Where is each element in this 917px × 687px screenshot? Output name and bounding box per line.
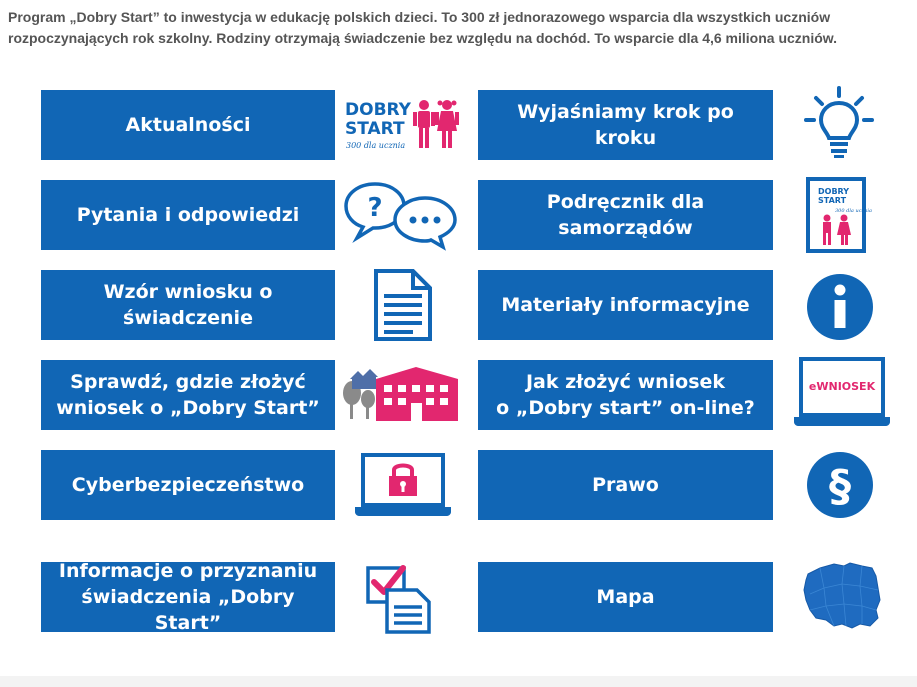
speech-bubbles-icon[interactable]: [343, 180, 459, 250]
tile-label: Materiały informacyjne: [501, 294, 750, 316]
tile-pytania-i-odpowiedzi[interactable]: [41, 180, 335, 250]
tile-gdzie-zlozyc[interactable]: [41, 360, 335, 430]
logo-line1: DOBRY: [345, 100, 411, 120]
tile-informacje-o-przyznaniu[interactable]: [41, 562, 335, 632]
tile-label: Wzór wniosku o świadczenie: [103, 281, 273, 329]
laptop-ewniosek-icon[interactable]: [793, 356, 891, 428]
page-bottom-band: [0, 676, 917, 687]
tile-label: Prawo: [592, 474, 659, 496]
tile-prawo[interactable]: [478, 450, 773, 520]
dobry-start-logo-icon[interactable]: [343, 95, 463, 157]
question-glyph: ?: [367, 193, 383, 223]
tile-label: Podręcznik dla samorządów: [546, 191, 705, 239]
intro-text: Program „Dobry Start” to inwestycja w edukację polskich dzieci. To 300 zł jednorazowego wsparcia dla wszystkich uczniów rozpoczynających rok szkolny. Rodziny otrzymają świadczenie bez względu na dochód. To wsparcie dla 4,6 miliona uczniów.: [8, 9, 838, 46]
tile-label: Sprawdź, gdzie złożyć wniosek o „Dobry Start”: [56, 371, 320, 419]
handbook-logo-tagline: 300 dla ucznia: [835, 208, 872, 214]
tile-label: Mapa: [596, 586, 655, 608]
handbook-icon[interactable]: [806, 177, 872, 253]
laptop-lock-icon[interactable]: [353, 452, 453, 518]
tile-label: Jak złożyć wniosek o „Dobry start” on-line?: [496, 371, 755, 419]
handbook-logo-line2: START: [818, 196, 847, 205]
tile-podrecznik[interactable]: [478, 180, 773, 250]
tile-cyberbezpieczenstwo[interactable]: [41, 450, 335, 520]
document-icon[interactable]: [373, 268, 433, 342]
checked-document-icon[interactable]: [365, 562, 435, 634]
tile-label: Wyjaśniamy krok po kroku: [517, 101, 734, 149]
tile-label: Cyberbezpieczeństwo: [71, 474, 305, 496]
poland-map-icon[interactable]: [800, 560, 884, 632]
tile-aktualnosci[interactable]: [41, 90, 335, 160]
tile-label: Pytania i odpowiedzi: [76, 204, 300, 226]
paragraph-glyph: §: [829, 461, 851, 512]
paragraph-icon[interactable]: [805, 450, 875, 520]
ewniosek-text: eWNIOSEK: [808, 380, 876, 393]
tile-krok-po-kroku[interactable]: [478, 90, 773, 160]
town-hall-icon[interactable]: [340, 365, 462, 425]
tile-mapa[interactable]: [478, 562, 773, 632]
logo-tagline: 300 dla ucznia: [346, 141, 406, 150]
tile-label: Informacje o przyznaniu świadczenia „Dobry Start”: [58, 560, 318, 634]
logo-line2: START: [345, 119, 405, 139]
lightbulb-icon[interactable]: [804, 86, 874, 160]
tile-wzor-wniosku[interactable]: [41, 270, 335, 340]
handbook-logo-line1: DOBRY: [818, 187, 850, 196]
tile-wniosek-online[interactable]: [478, 360, 773, 430]
info-icon[interactable]: [805, 272, 875, 342]
tile-label: Aktualności: [125, 114, 251, 136]
tile-materialy-informacyjne[interactable]: [478, 270, 773, 340]
